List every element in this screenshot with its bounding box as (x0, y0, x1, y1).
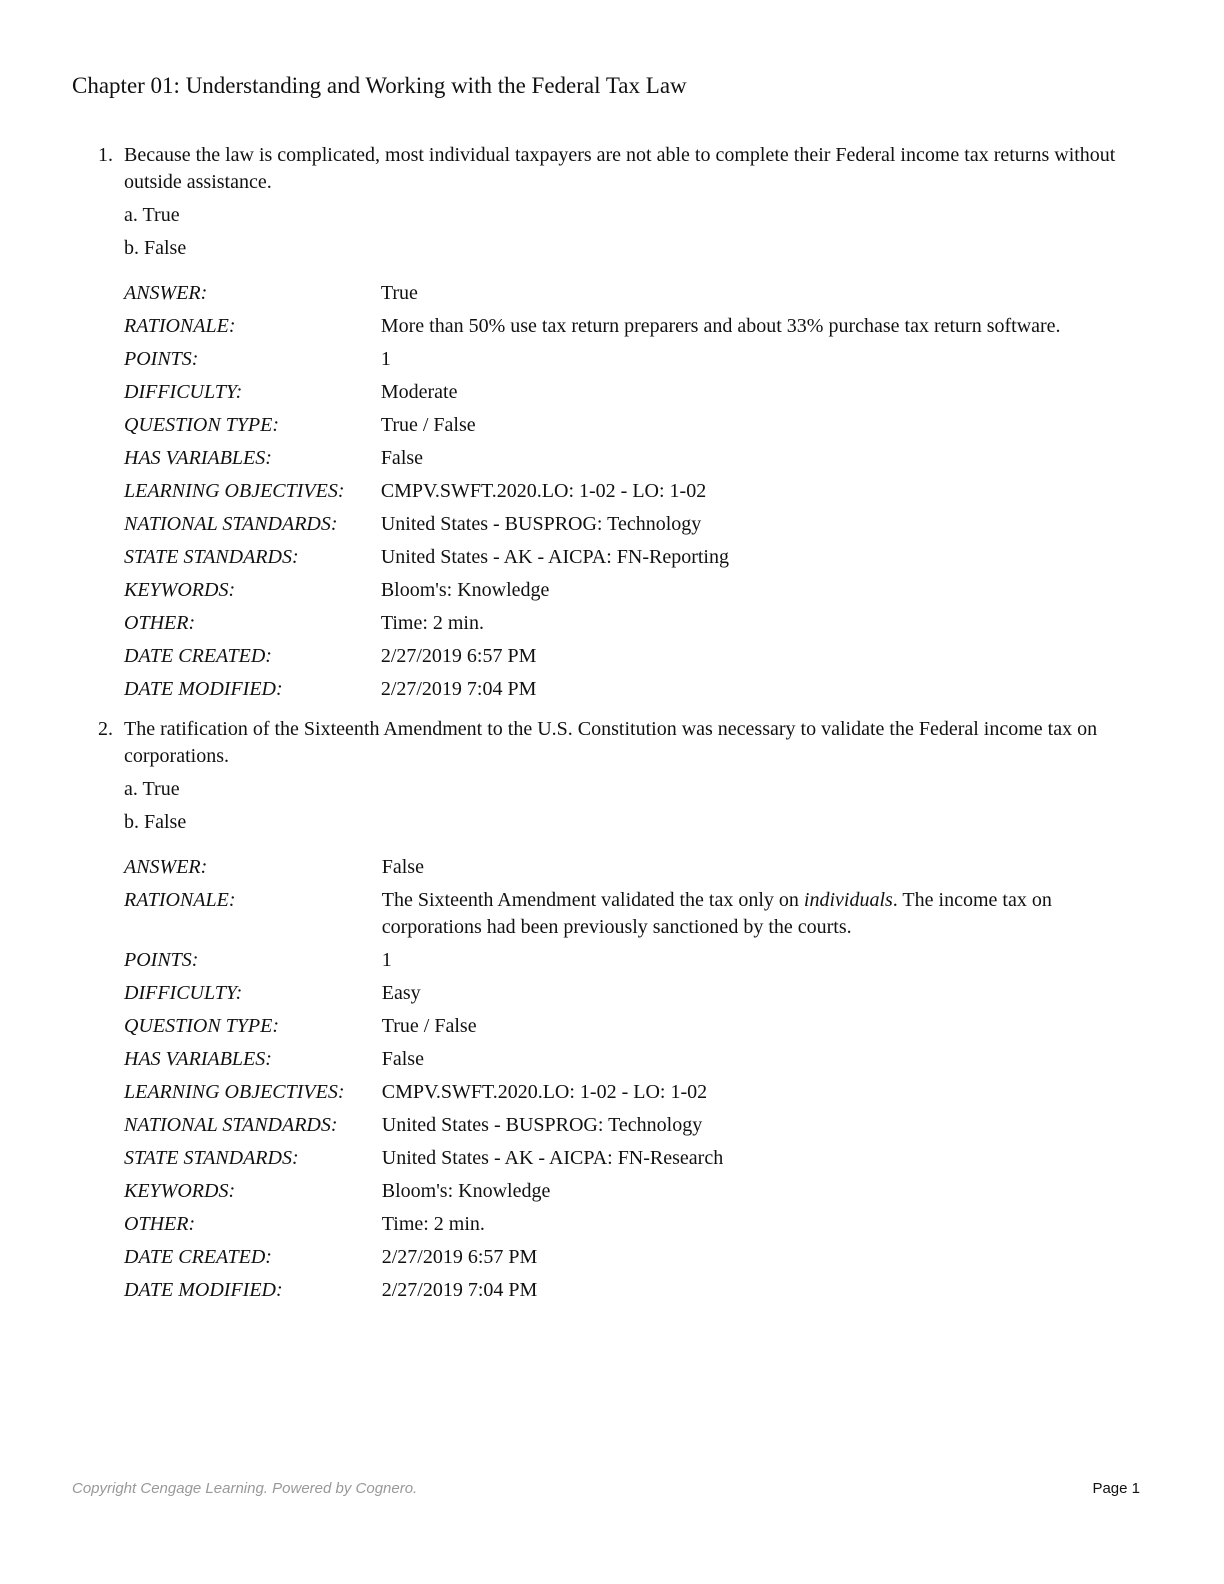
meta-row-other (124, 1211, 1148, 1244)
question-type-value: True / False (381, 1015, 477, 1037)
keywords-value: Bloom's: Knowledge (380, 579, 550, 601)
national-standards-value: United States - BUSPROG: Technology (380, 513, 702, 535)
meta-label: DIFFICULTY: (124, 381, 243, 403)
state-standards-value: United States - AK - AICPA: FN-Research (381, 1147, 724, 1169)
meta-label: ANSWER: (124, 282, 208, 304)
national-standards-value: United States - BUSPROG: Technology (381, 1114, 703, 1136)
question-stem (98, 142, 1148, 196)
meta-row-question-type (124, 1013, 1148, 1046)
meta-row-learning-objectives (124, 1079, 1148, 1112)
meta-row-date-created (124, 643, 1148, 676)
question-stem (98, 716, 1148, 770)
meta-label: NATIONAL STANDARDS: (124, 1114, 338, 1136)
meta-row-has-variables (124, 445, 1148, 478)
meta-label: RATIONALE: (124, 315, 236, 337)
meta-label: OTHER: (124, 1213, 196, 1235)
keywords-value: Bloom's: Knowledge (381, 1180, 551, 1202)
meta-row-answer (124, 854, 1148, 887)
meta-row-date-created (124, 1244, 1148, 1277)
question-metadata (124, 280, 1148, 709)
meta-label: KEYWORDS: (124, 579, 236, 601)
rationale-value (382, 887, 1148, 947)
rationale-text-start: The Sixteenth Amendment validated the tax only on (381, 889, 804, 911)
meta-label: RATIONALE: (124, 889, 236, 911)
question-text: The ratification of the Sixteenth Amendment to the U.S. Constitution was necessary to validate the Federal income tax on corporations. (124, 718, 1098, 767)
meta-label: KEYWORDS: (124, 1180, 236, 1202)
question-number: 1. (98, 144, 113, 166)
option-false: b. False (124, 811, 187, 833)
difficulty-value: Easy (381, 982, 421, 1004)
state-standards-value: United States - AK - AICPA: FN-Reporting (380, 546, 729, 568)
other-value: Time: 2 min. (381, 1213, 485, 1235)
meta-row-difficulty (124, 980, 1148, 1013)
date-modified-value: 2/27/2019 7:04 PM (381, 1279, 538, 1301)
meta-label: QUESTION TYPE: (124, 1015, 280, 1037)
meta-label: DIFFICULTY: (124, 982, 243, 1004)
question-text: Because the law is complicated, most individual taxpayers are not able to complete their Federal income tax returns without outside assistance. (124, 144, 1116, 193)
points-value: 1 (380, 348, 391, 370)
meta-label: DATE MODIFIED: (124, 678, 283, 700)
option-true: a. True (124, 204, 180, 226)
meta-label: QUESTION TYPE: (124, 414, 280, 436)
meta-label: STATE STANDARDS: (124, 546, 299, 568)
rationale-text-end: . The income tax on corporations had been previously sanctioned by the courts. (381, 889, 1052, 938)
meta-label: DATE CREATED: (124, 1246, 272, 1268)
meta-row-difficulty (124, 379, 1148, 412)
option-false: b. False (124, 237, 187, 259)
meta-row-national-standards (124, 1112, 1148, 1145)
meta-label: DATE MODIFIED: (124, 1279, 283, 1301)
page-number: Page 1 (1092, 1480, 1140, 1497)
meta-label: LEARNING OBJECTIVES: (124, 1081, 345, 1103)
learning-objectives-value: CMPV.SWFT.2020.LO: 1-02 - LO: 1-02 (380, 480, 707, 502)
meta-row-keywords (124, 1178, 1148, 1211)
meta-row-date-modified (124, 676, 1148, 709)
has-variables-value: False (380, 447, 424, 469)
meta-row-rationale (124, 313, 1148, 346)
meta-label: HAS VARIABLES: (124, 447, 272, 469)
learning-objectives-value: CMPV.SWFT.2020.LO: 1-02 - LO: 1-02 (381, 1081, 708, 1103)
meta-row-state-standards (124, 544, 1148, 577)
has-variables-value: False (381, 1048, 424, 1070)
difficulty-value: Moderate (380, 381, 458, 403)
answer-value: False (381, 856, 424, 878)
answer-options (124, 199, 1148, 265)
meta-row-national-standards (124, 511, 1148, 544)
points-value: 1 (381, 949, 392, 971)
question-metadata (124, 854, 1148, 1310)
meta-row-date-modified (124, 1277, 1148, 1310)
meta-label: OTHER: (124, 612, 196, 634)
option-true: a. True (124, 778, 180, 800)
question-type-value: True / False (380, 414, 476, 436)
question-2 (98, 716, 1148, 1310)
meta-row-other (124, 610, 1148, 643)
date-created-value: 2/27/2019 6:57 PM (380, 645, 537, 667)
meta-row-rationale (124, 887, 1148, 947)
meta-row-question-type (124, 412, 1148, 445)
meta-label: ANSWER: (124, 856, 208, 878)
meta-row-state-standards (124, 1145, 1148, 1178)
rationale-emphasis: individuals (803, 889, 893, 911)
date-created-value: 2/27/2019 6:57 PM (381, 1246, 538, 1268)
question-number: 2. (98, 718, 113, 740)
meta-label: POINTS: (124, 949, 199, 971)
answer-value: True (380, 282, 418, 304)
meta-label: NATIONAL STANDARDS: (124, 513, 338, 535)
question-1 (98, 142, 1148, 709)
meta-row-learning-objectives (124, 478, 1148, 511)
answer-options (124, 773, 1148, 839)
footer-copyright: Copyright Cengage Learning. Powered by Cognero. (72, 1480, 418, 1497)
rationale-value: More than 50% use tax return preparers and about 33% purchase tax return software. (380, 315, 1061, 337)
other-value: Time: 2 min. (380, 612, 484, 634)
meta-label: HAS VARIABLES: (124, 1048, 272, 1070)
date-modified-value: 2/27/2019 7:04 PM (380, 678, 537, 700)
meta-row-answer (124, 280, 1148, 313)
meta-row-points (124, 947, 1148, 980)
meta-label: STATE STANDARDS: (124, 1147, 299, 1169)
meta-label: LEARNING OBJECTIVES: (124, 480, 345, 502)
meta-label: DATE CREATED: (124, 645, 272, 667)
meta-row-has-variables (124, 1046, 1148, 1079)
meta-row-keywords (124, 577, 1148, 610)
meta-row-points (124, 346, 1148, 379)
meta-label: POINTS: (124, 348, 199, 370)
chapter-title: Chapter 01: Understanding and Working with the Federal Tax Law (72, 73, 687, 98)
